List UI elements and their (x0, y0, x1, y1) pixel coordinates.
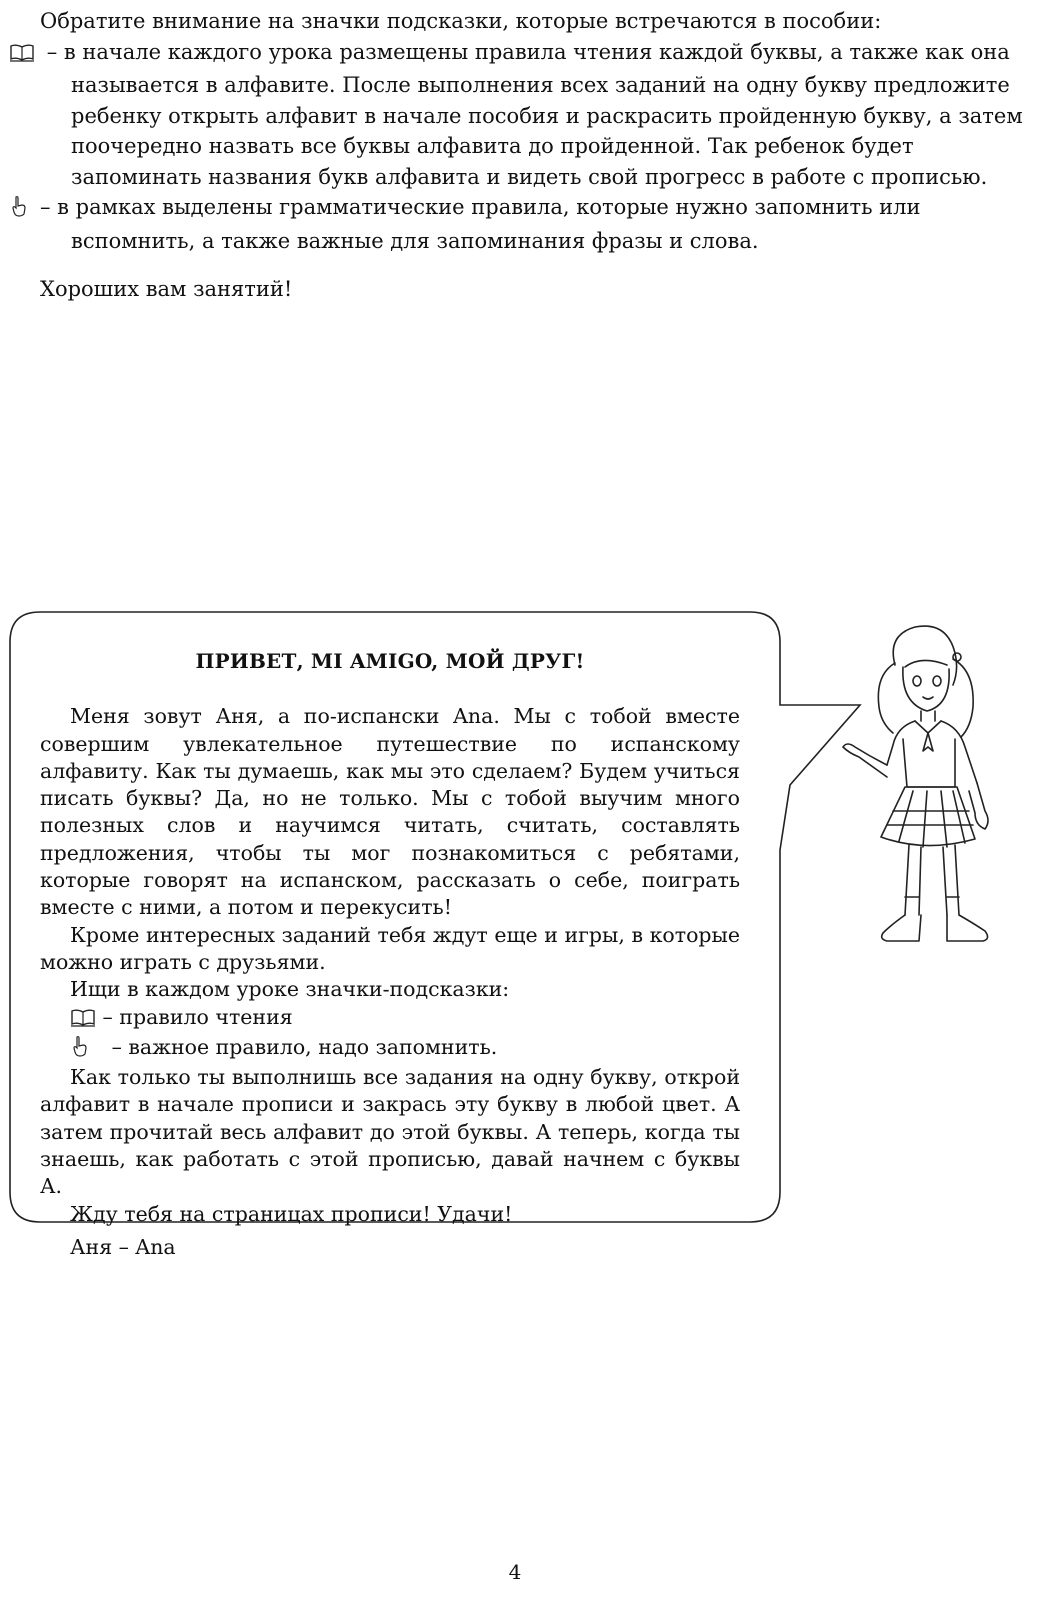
letter-paragraph: Кроме интересных заданий тебя ждут еще и игры, в которые можно играть с друзьями. (40, 922, 740, 974)
intro-heading: Обратите внимание на значки подсказки, которые встречаются в пособии: (40, 9, 882, 33)
girl-illustration (835, 615, 1005, 980)
page-number: 4 (508, 1560, 522, 1584)
book-note: – в начале каждого урока размещены правила чтения каждой буквы, а также как она называется в алфавите. После выполнения всех заданий на одну букву предложите ребенку открыть алфавит в начале пособия и раскрасить пройденную букву, а затем поочередно назвать все буквы алфавита до пройденной. Так ребенок будет запоминать названия букв алфавита и видеть свой прогресс в работе с прописью. (40, 37, 1040, 193)
hint-important: – важное правило, надо запомнить. (40, 1034, 740, 1064)
hint-reading: – правило чтения (40, 1004, 740, 1034)
letter-paragraph: Ищи в каждом уроке значки-подсказки: (70, 977, 510, 1002)
letter-title: ПРИВЕТ, MI AMIGO, МОЙ ДРУГ! (195, 649, 585, 673)
hand-note: – в рамках выделены грамматические правила, которые нужно запомнить или вспомнить, а также важные для запоминания фразы и слова. (40, 192, 1040, 256)
intro-section (40, 6, 1040, 256)
letter-paragraph: Как только ты выполнишь все задания на одну букву, открой алфавит в начале прописи и закрась эту букву в любой цвет. А затем прочитай весь алфавит до этой буквы. А теперь, когда ты знаешь, как работать с этой прописью, давай начнем с буквы А. (40, 1065, 740, 1199)
letter-signature: Аня – Ana (70, 1234, 176, 1259)
book-icon (70, 1007, 96, 1034)
pointing-hand-icon (70, 1035, 92, 1064)
letter-box (40, 648, 740, 1261)
letter-paragraph: Меня зовут Аня, а по-испански Ana. Мы с тобой вместе совершим увлекательное путешествие по испанскому алфавиту. Как ты думаешь, как мы это сделаем? Будем учиться писать буквы? Да, но не только. Мы с тобой выучим много полезных слов и научимся читать, считать, составлять предложения, чтобы ты мог познакомиться с ребятами, которые говорят на испанском, рассказать о себе, поиграть вместе с ними, а потом и перекусить! (40, 704, 740, 920)
closing-line: Хороших вам занятий! (40, 277, 293, 301)
letter-paragraph: Жду тебя на страницах прописи! Удачи! (70, 1201, 513, 1226)
